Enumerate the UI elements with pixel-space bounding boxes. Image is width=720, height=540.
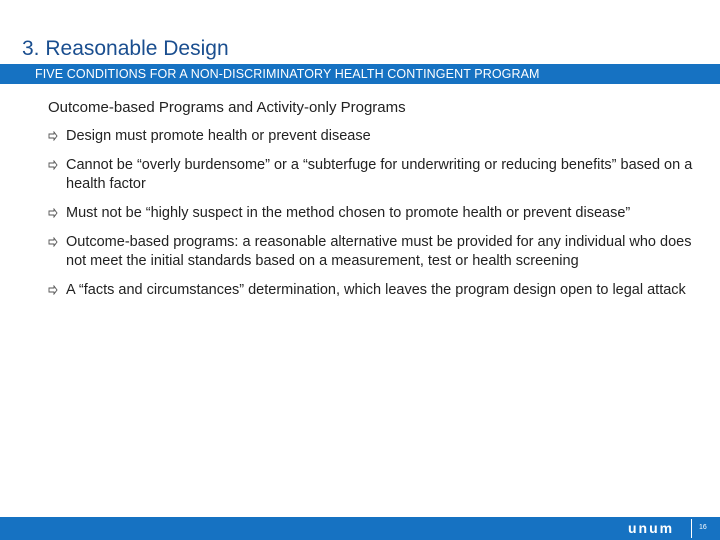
bullet-text: A “facts and circumstances” determination, which leaves the program design open to legal attack bbox=[66, 282, 686, 298]
arrow-bullet-icon bbox=[48, 285, 58, 295]
bullet-item bbox=[48, 233, 698, 271]
slide-title: 3. Reasonable Design bbox=[22, 37, 229, 60]
bullet-list bbox=[48, 127, 698, 310]
bullet-item bbox=[48, 127, 698, 146]
intro-text: Outcome-based Programs and Activity-only Programs bbox=[48, 99, 406, 116]
bullet-text: Outcome-based programs: a reasonable alternative must be provided for any individual who does not meet the initial standards based on a measurement, test or health screening bbox=[66, 234, 692, 269]
arrow-bullet-icon bbox=[48, 208, 58, 218]
bullet-text: Design must promote health or prevent disease bbox=[66, 128, 371, 144]
footer-divider bbox=[691, 519, 692, 538]
arrow-bullet-icon bbox=[48, 131, 58, 141]
bullet-item bbox=[48, 204, 698, 223]
bullet-item bbox=[48, 156, 698, 194]
slide-subtitle: FIVE CONDITIONS FOR A NON-DISCRIMINATORY HEALTH CONTINGENT PROGRAM bbox=[35, 67, 540, 81]
arrow-bullet-icon bbox=[48, 237, 58, 247]
arrow-bullet-icon bbox=[48, 160, 58, 170]
bullet-text: Must not be “highly suspect in the method chosen to promote health or prevent disease” bbox=[66, 205, 631, 221]
unum-logo: unum bbox=[628, 520, 675, 536]
page-number: 16 bbox=[699, 524, 707, 531]
footer-bar bbox=[0, 517, 720, 540]
bullet-item bbox=[48, 281, 698, 300]
subtitle-bar bbox=[0, 64, 720, 84]
bullet-text: Cannot be “overly burdensome” or a “subterfuge for underwriting or reducing benefits” based on a health factor bbox=[66, 157, 693, 192]
